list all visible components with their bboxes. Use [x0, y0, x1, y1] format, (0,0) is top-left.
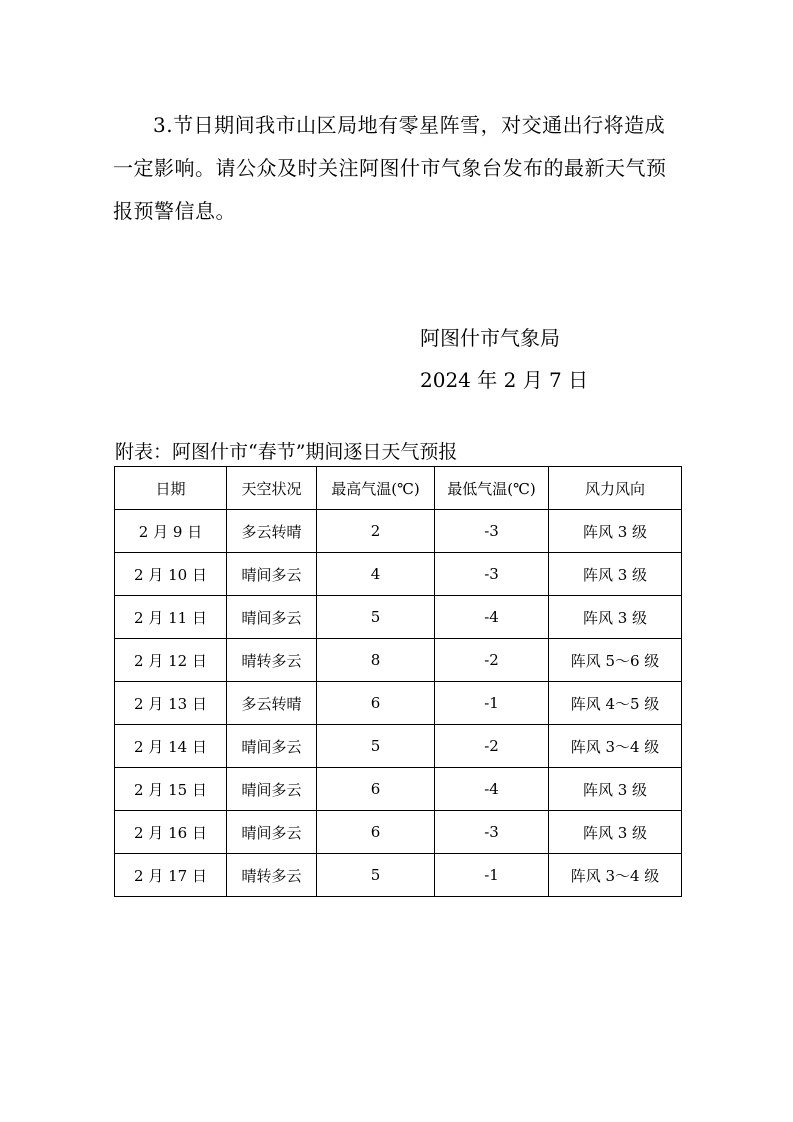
- table-row: [115, 596, 682, 639]
- cell-min-temp: -4: [435, 768, 549, 811]
- cell-min-temp: -3: [435, 510, 549, 553]
- table-header-row: [115, 467, 682, 510]
- cell-wind: 阵风 4～5 级: [549, 682, 682, 725]
- cell-max-temp: 5: [317, 725, 435, 768]
- header-wind: 风力风向: [549, 467, 682, 510]
- cell-wind: 阵风 3 级: [549, 811, 682, 854]
- cell-date: 2 月 15 日: [115, 768, 227, 811]
- cell-date: 2 月 16 日: [115, 811, 227, 854]
- table-title: 附表：阿图什市“春节”期间逐日天气预报: [115, 441, 458, 463]
- cell-sky: 晴间多云: [227, 768, 317, 811]
- cell-date: 2 月 11 日: [115, 596, 227, 639]
- cell-wind: 阵风 5～6 级: [549, 639, 682, 682]
- cell-min-temp: -3: [435, 811, 549, 854]
- signature-organization: 阿图什市气象局: [420, 326, 560, 350]
- table-row: [115, 854, 682, 897]
- cell-max-temp: 6: [317, 811, 435, 854]
- table-row: [115, 553, 682, 596]
- cell-min-temp: -2: [435, 639, 549, 682]
- header-date: 日期: [115, 467, 227, 510]
- cell-date: 2 月 12 日: [115, 639, 227, 682]
- header-sky: 天空状况: [227, 467, 317, 510]
- cell-min-temp: -3: [435, 553, 549, 596]
- cell-date: 2 月 10 日: [115, 553, 227, 596]
- cell-min-temp: -1: [435, 682, 549, 725]
- cell-wind: 阵风 3 级: [549, 553, 682, 596]
- cell-wind: 阵风 3 级: [549, 768, 682, 811]
- cell-wind: 阵风 3～4 级: [549, 854, 682, 897]
- forecast-table: [114, 466, 682, 897]
- header-max-temp: 最高气温(℃): [317, 467, 435, 510]
- cell-sky: 晴间多云: [227, 725, 317, 768]
- cell-wind: 阵风 3 级: [549, 510, 682, 553]
- cell-date: 2 月 14 日: [115, 725, 227, 768]
- header-min-temp: 最低气温(℃): [435, 467, 549, 510]
- cell-sky: 多云转晴: [227, 682, 317, 725]
- cell-min-temp: -2: [435, 725, 549, 768]
- cell-max-temp: 5: [317, 854, 435, 897]
- cell-date: 2 月 9 日: [115, 510, 227, 553]
- table-row: [115, 639, 682, 682]
- cell-max-temp: 5: [317, 596, 435, 639]
- cell-sky: 晴转多云: [227, 639, 317, 682]
- cell-sky: 晴间多云: [227, 811, 317, 854]
- cell-max-temp: 8: [317, 639, 435, 682]
- cell-sky: 晴转多云: [227, 854, 317, 897]
- cell-min-temp: -4: [435, 596, 549, 639]
- cell-max-temp: 6: [317, 768, 435, 811]
- cell-max-temp: 4: [317, 553, 435, 596]
- table-row: [115, 510, 682, 553]
- cell-wind: 阵风 3～4 级: [549, 725, 682, 768]
- cell-wind: 阵风 3 级: [549, 596, 682, 639]
- table-row: [115, 682, 682, 725]
- cell-sky: 晴间多云: [227, 596, 317, 639]
- table-row: [115, 768, 682, 811]
- cell-max-temp: 2: [317, 510, 435, 553]
- table-row: [115, 725, 682, 768]
- cell-max-temp: 6: [317, 682, 435, 725]
- cell-sky: 晴间多云: [227, 553, 317, 596]
- notice-paragraph: 3.节日期间我市山区局地有零星阵雪，对交通出行将造成一定影响。请公众及时关注阿图什市气象台发布的最新天气预报预警信息。: [113, 113, 667, 223]
- cell-date: 2 月 17 日: [115, 854, 227, 897]
- cell-sky: 多云转晴: [227, 510, 317, 553]
- signature-date: 2024 年 2 月 7 日: [420, 368, 589, 392]
- table-row: [115, 811, 682, 854]
- cell-date: 2 月 13 日: [115, 682, 227, 725]
- cell-min-temp: -1: [435, 854, 549, 897]
